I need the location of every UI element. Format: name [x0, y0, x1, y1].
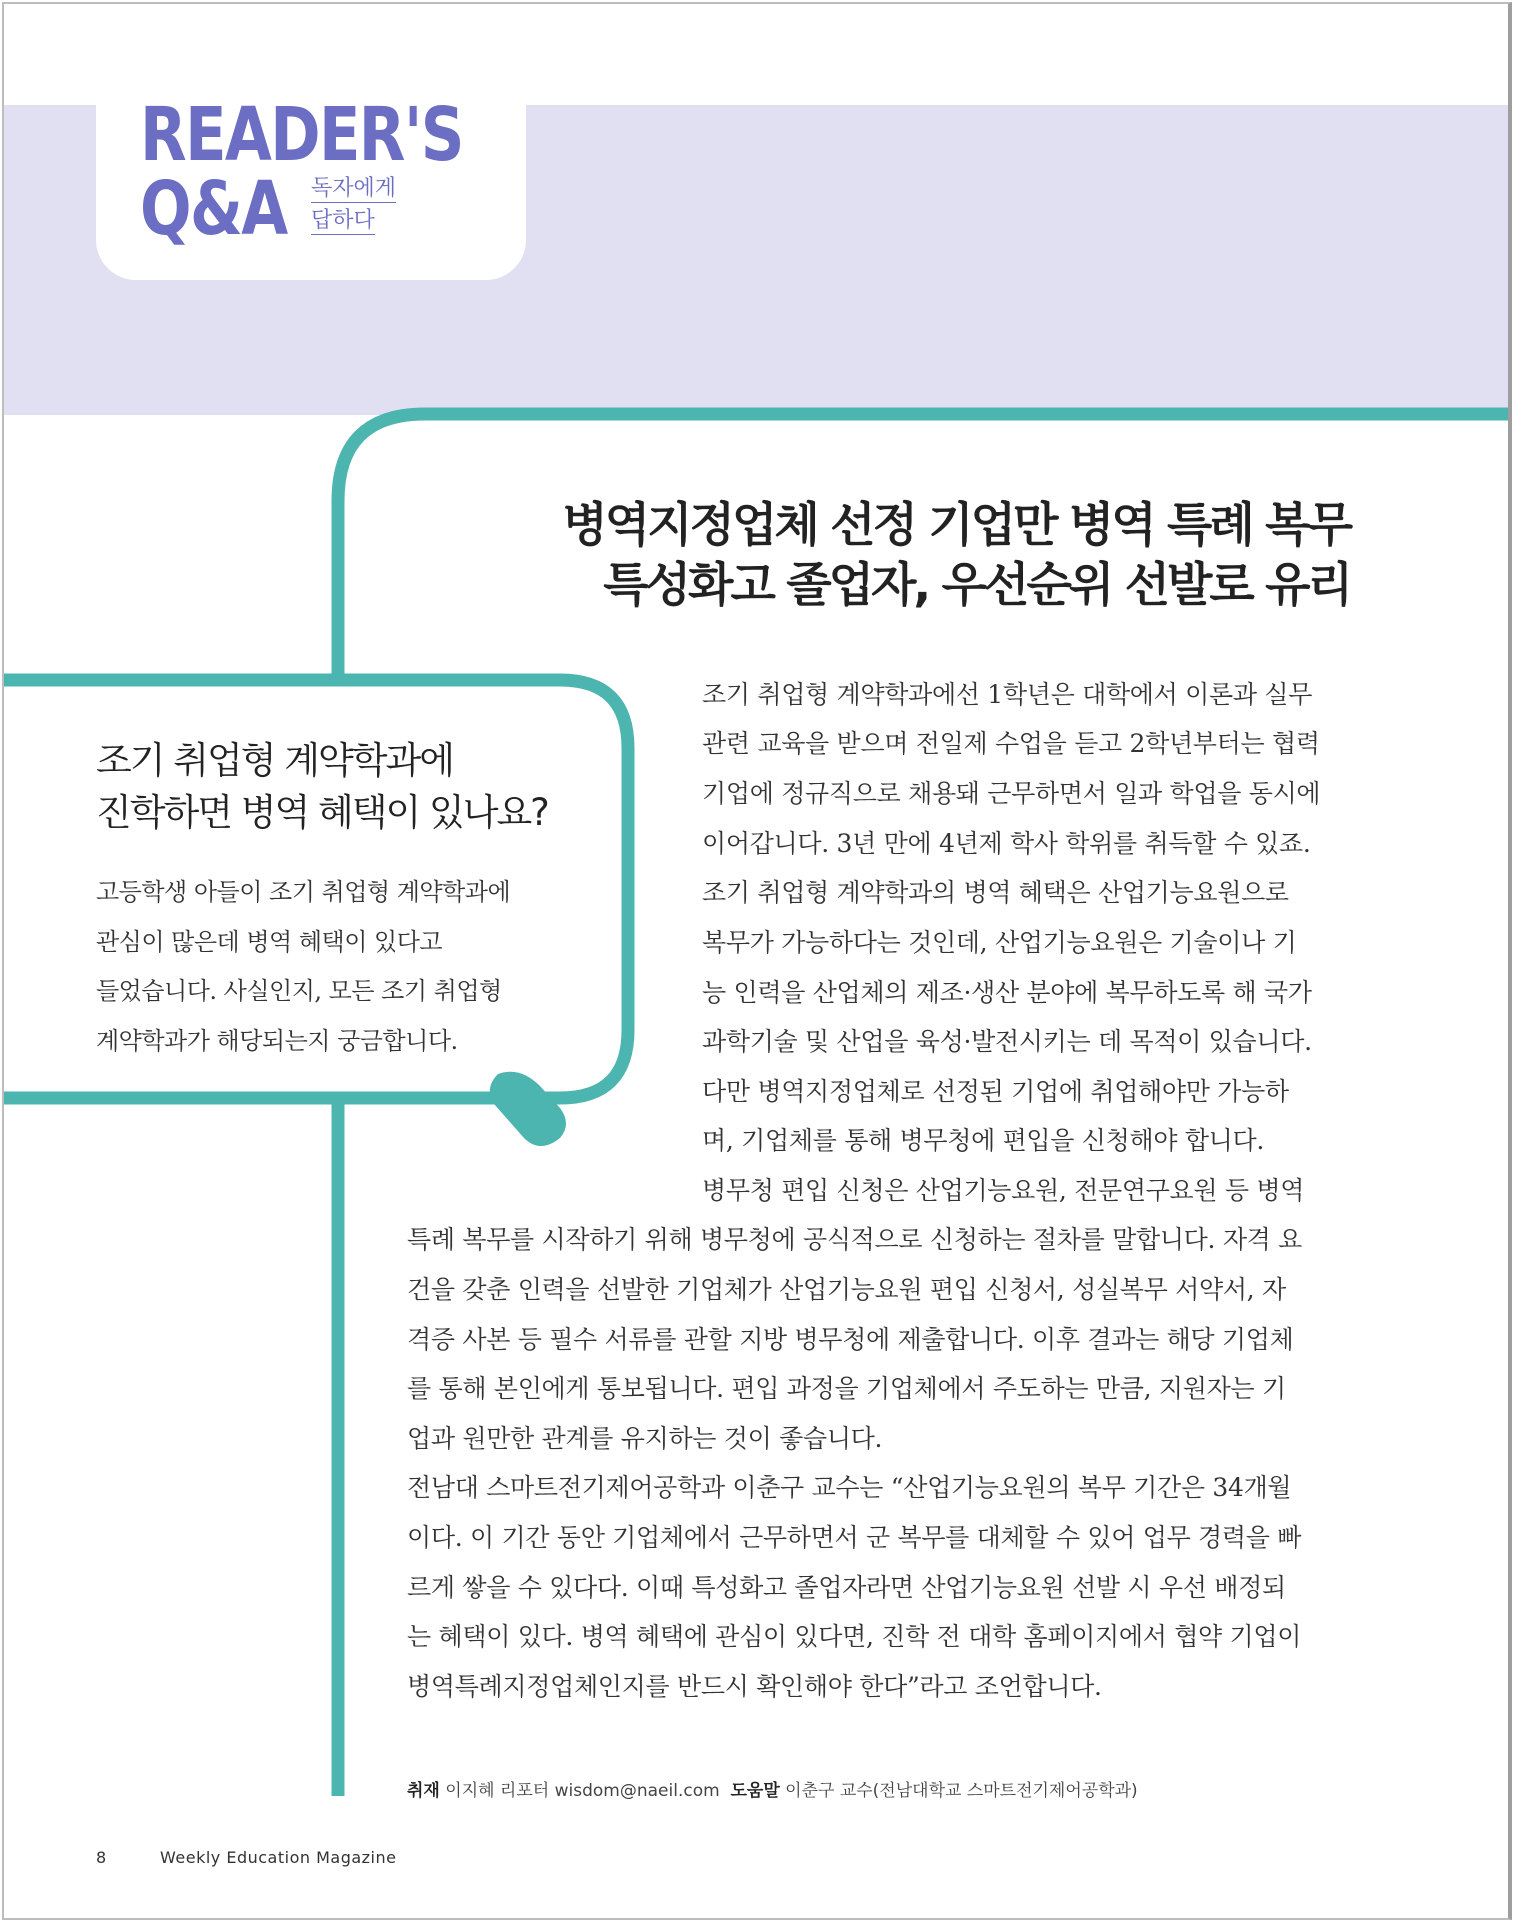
question-title-2: 진학하면 병역 혜택이 있나요?	[96, 791, 548, 834]
logo-subtitle-1: 독자에게	[311, 176, 397, 201]
question-body-line: 계약학과가 해당되는지 궁금합니다.	[96, 1027, 458, 1055]
question-title-1: 조기 취업형 계약학과에	[96, 739, 453, 782]
answer-line: 다만 병역지정업체로 선정된 기업에 취업해야만 가능하	[702, 1077, 1289, 1106]
answer-line: 르게 쌓을 수 있다다. 이때 특성화고 졸업자라면 산업기능요원 선발 시 우선 배정되	[407, 1573, 1286, 1602]
answer-line: 이어갑니다. 3년 만에 4년제 학사 학위를 취득할 수 있죠.	[702, 829, 1311, 858]
question-body-line: 관심이 많은데 병역 혜택이 있다고	[96, 928, 443, 956]
answer-line: 이다. 이 기간 동안 기업체에서 근무하면서 군 복무를 대체할 수 있어 업무 경력을 빠	[407, 1523, 1302, 1552]
page-border	[2, 2, 1512, 1920]
answer-line: 조기 취업형 계약학과에선 1학년은 대학에서 이론과 실무	[702, 680, 1313, 709]
answer-line: 며, 기업체를 통해 병무청에 편입을 신청해야 합니다.	[702, 1126, 1265, 1155]
credit-label-advisor: 도움말	[730, 1781, 780, 1801]
answer-line: 를 통해 본인에게 통보됩니다. 편입 과정을 기업체에서 주도하는 만큼, 지원자는 기	[407, 1374, 1286, 1403]
answer-line: 관련 교육을 받으며 전일제 수업을 듣고 2학년부터는 협력	[702, 729, 1320, 758]
question-body-line: 고등학생 아들이 조기 취업형 계약학과에	[96, 878, 511, 906]
headline-line-1: 병역지정업체 선정 기업만 병역 특례 복무	[562, 498, 1350, 553]
answer-line: 병무청 편입 신청은 산업기능요원, 전문연구요원 등 병역	[702, 1176, 1305, 1205]
answer-line: 건을 갖춘 인력을 선발한 기업체가 산업기능요원 편입 신청서, 성실복무 서약서, 자	[407, 1275, 1286, 1304]
answer-line: 특례 복무를 시작하기 위해 병무청에 공식적으로 신청하는 절차를 말합니다. 자격 요	[407, 1225, 1303, 1254]
answer-line: 능 인력을 산업체의 제조·생산 분야에 복무하도록 해 국가	[702, 978, 1312, 1007]
answer-line: 기업에 정규직으로 채용돼 근무하면서 일과 학업을 동시에	[702, 779, 1321, 808]
credit-label-reporter: 취재	[407, 1781, 440, 1801]
logo-subtitle-2: 답하다	[311, 208, 375, 233]
credit-reporter: 이지혜 리포터 wisdom@naeil.com	[445, 1781, 720, 1801]
logo-readers: READER'S	[140, 92, 463, 178]
answer-line: 과학기술 및 산업을 육성·발전시키는 데 목적이 있습니다.	[702, 1027, 1312, 1056]
answer-line: 는 혜택이 있다. 병역 혜택에 관심이 있다면, 진학 전 대학 홈페이지에서 협약 기업이	[407, 1622, 1302, 1651]
page-number: 8	[96, 1848, 107, 1867]
question-body-line: 들었습니다. 사실인지, 모든 조기 취업형	[96, 977, 502, 1005]
answer-line: 전남대 스마트전기제어공학과 이춘구 교수는 “산업기능요원의 복무 기간은 34개월	[407, 1473, 1292, 1502]
logo-qa: Q&A	[140, 166, 287, 252]
answer-line: 업과 원만한 관계를 유지하는 것이 좋습니다.	[407, 1424, 883, 1453]
magazine-name: Weekly Education Magazine	[160, 1848, 397, 1867]
answer-line: 격증 사본 등 필수 서류를 관할 지방 병무청에 제출합니다. 이후 결과는 해당 기업체	[407, 1325, 1294, 1354]
answer-line: 복무가 가능하다는 것인데, 산업기능요원은 기술이나 기	[702, 928, 1297, 957]
headline-line-2: 특성화고 졸업자, 우선순위 선발로 유리	[603, 558, 1350, 613]
credit-advisor: 이춘구 교수(전남대학교 스마트전기제어공학과)	[785, 1781, 1138, 1801]
answer-line: 병역특례지정업체인지를 반드시 확인해야 한다”라고 조언합니다.	[407, 1672, 1102, 1701]
answer-line: 조기 취업형 계약학과의 병역 혜택은 산업기능요원으로	[702, 878, 1289, 907]
